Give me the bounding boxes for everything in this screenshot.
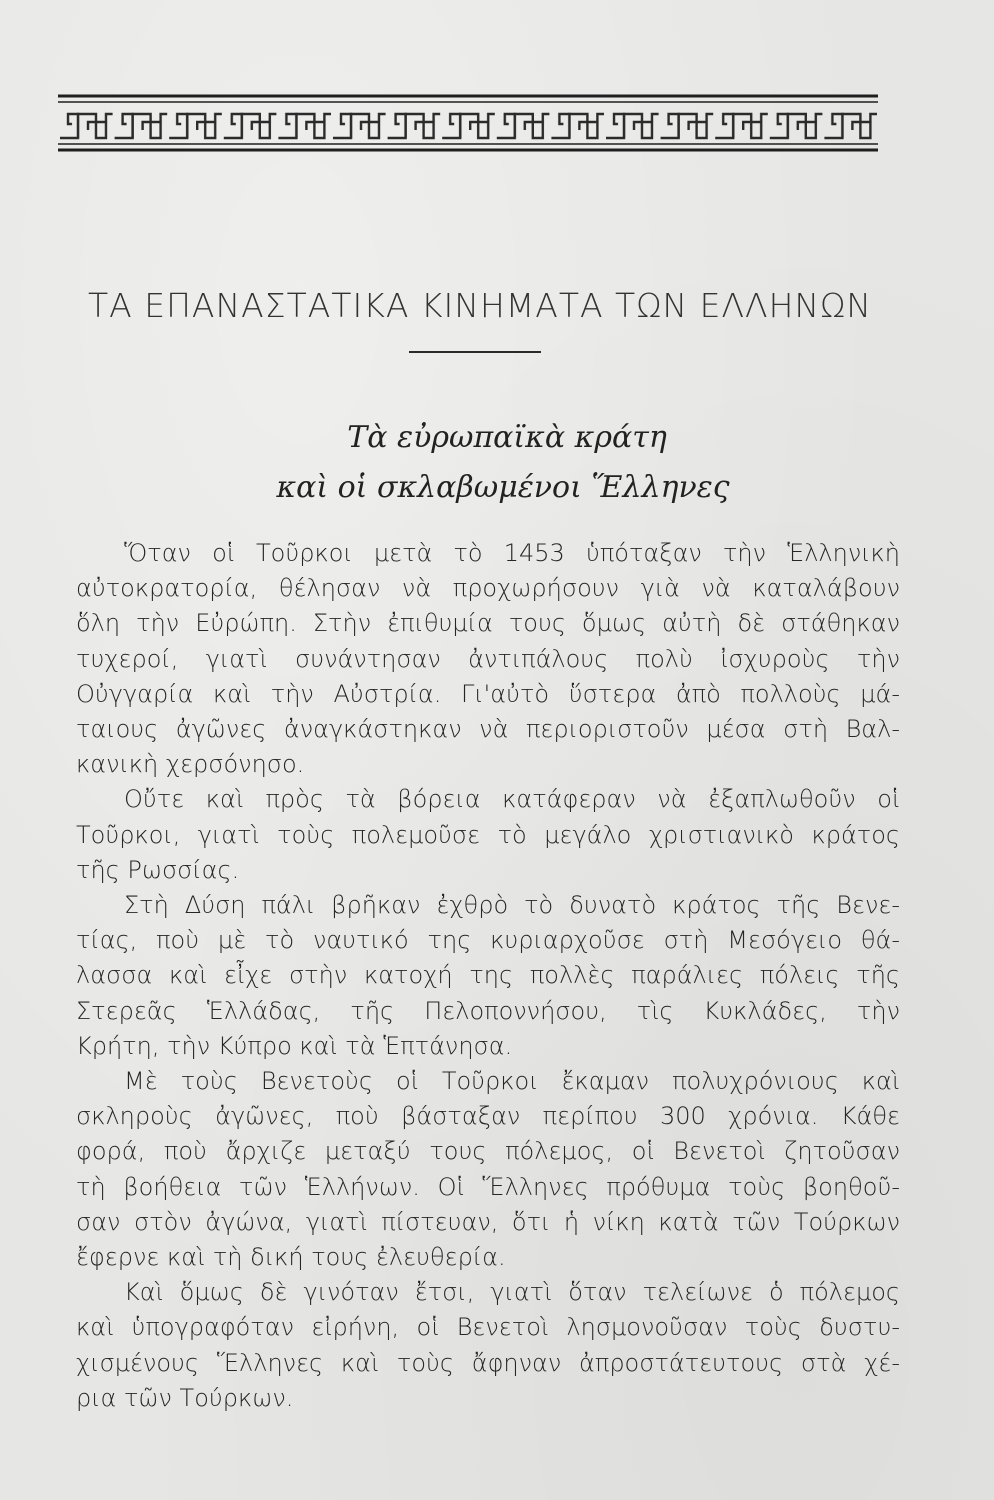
text-line: χισμένους Ἕλληνες καὶ τοὺς ἄφηναν ἀπροστάτευτους στὰ χέ-: [76, 1348, 900, 1377]
text-line: αὐτοκρατορία, θέλησαν νὰ προχωρήσουν γιὰ νὰ καταλάβουν: [76, 574, 900, 603]
text-line: Κρήτη, τὴν Κύπρο καὶ τὰ Ἑπτάνησα.: [76, 1031, 513, 1060]
text-line: Μὲ τοὺς Βενετοὺς οἱ Τοῦρκοι ἔκαμαν πολυχρόνιους καὶ: [124, 1067, 900, 1096]
text-line: σαν στὸν ἀγώνα, γιατὶ πίστευαν, ὅτι ἡ νίκη κατὰ τῶν Τούρκων: [76, 1207, 900, 1236]
title-divider: [409, 351, 541, 353]
text-line: Καὶ ὅμως δὲ γινόταν ἔτσι, γιατὶ ὅταν τελείωνε ὁ πόλεμος: [124, 1278, 900, 1307]
text-line: λασσα καὶ εἶχε στὴν κατοχή της πολλὲς παράλιες πόλεις τῆς: [76, 961, 900, 990]
text-line: Στερεᾶς Ἑλλάδας, τῆς Πελοποννήσου, τὶς Κυκλάδες, τὴν: [76, 996, 900, 1025]
body-text: [76, 536, 900, 1416]
greek-key-meander-icon: [58, 92, 878, 154]
paragraph: [76, 1064, 900, 1275]
text-line: ὅλη τὴν Εὐρώπη. Στὴν ἐπιθυμία τους ὅμως αὐτὴ δὲ στάθηκαν: [76, 609, 900, 638]
text-line: τὴ βοήθεια τῶν Ἑλλήνων. Οἱ Ἕλληνες πρόθυμα τοὺς βοηθοῦ-: [76, 1172, 900, 1201]
text-line: ταιους ἀγῶνες ἀναγκάστηκαν νὰ περιοριστοῦν μέσα στὴ Βαλ-: [76, 715, 900, 744]
text-line: σκληροὺς ἀγῶνες, ποὺ βάσταξαν περίπου 300 χρόνια. Κάθε: [76, 1102, 900, 1131]
paragraph: [76, 782, 900, 888]
text-line: τυχεροί, γιατὶ συνάντησαν ἀντιπάλους πολὺ ἰσχυροὺς τὴν: [76, 644, 900, 673]
text-line: Τοῦρκοι, γιατὶ τοὺς πολεμοῦσε τὸ μεγάλο χριστιανικὸ κράτος: [76, 820, 900, 849]
text-line: Ὅταν οἱ Τοῦρκοι μετὰ τὸ 1453 ὑπόταξαν τὴν Ἑλληνικὴ: [124, 539, 900, 567]
paragraph: [76, 888, 900, 1064]
section-subtitle-line-2: καὶ οἱ σκλαβωμένοι Ἕλληνες: [276, 470, 730, 505]
text-line: καὶ ὑπογραφόταν εἰρήνη, οἱ Βενετοὶ λησμονοῦσαν τοὺς δυστυ-: [76, 1313, 900, 1342]
text-line: Οὔτε καὶ πρὸς τὰ βόρεια κατάφεραν νὰ ἐξαπλωθοῦν οἱ: [124, 785, 900, 814]
text-line: Στὴ Δύση πάλι βρῆκαν ἐχθρὸ τὸ δυνατὸ κράτος τῆς Βενε-: [124, 891, 900, 920]
text-line: ρια τῶν Τούρκων.: [76, 1383, 294, 1412]
text-line: τίας, ποὺ μὲ τὸ ναυτικό της κυριαρχοῦσε στὴ Μεσόγειο θά-: [76, 926, 900, 955]
text-line: κανικὴ χερσόνησο.: [76, 750, 305, 779]
text-line: Οὐγγαρία καὶ τὴν Αὐστρία. Γι'αὐτὸ ὕστερα ἀπὸ πολλοὺς μά-: [76, 679, 900, 708]
paragraph: [76, 536, 900, 782]
text-line: ἔφερνε καὶ τὴ δική τους ἐλευθερία.: [76, 1243, 506, 1272]
text-line: τῆς Ρωσσίας.: [76, 855, 240, 884]
section-subtitle-line-1: Τὰ εὐρωπαϊκὰ κράτη: [347, 420, 667, 455]
chapter-title: ΤΑ ΕΠΑΝΑΣΤΑΤΙΚΑ ΚΙΝΗΜΑΤΑ ΤΩΝ ΕΛΛΗΝΩΝ: [88, 286, 872, 325]
paragraph: [76, 1275, 900, 1416]
text-line: φορά, ποὺ ἄρχιζε μεταξύ τους πόλεμος, οἱ Βενετοὶ ζητοῦσαν: [76, 1137, 900, 1166]
